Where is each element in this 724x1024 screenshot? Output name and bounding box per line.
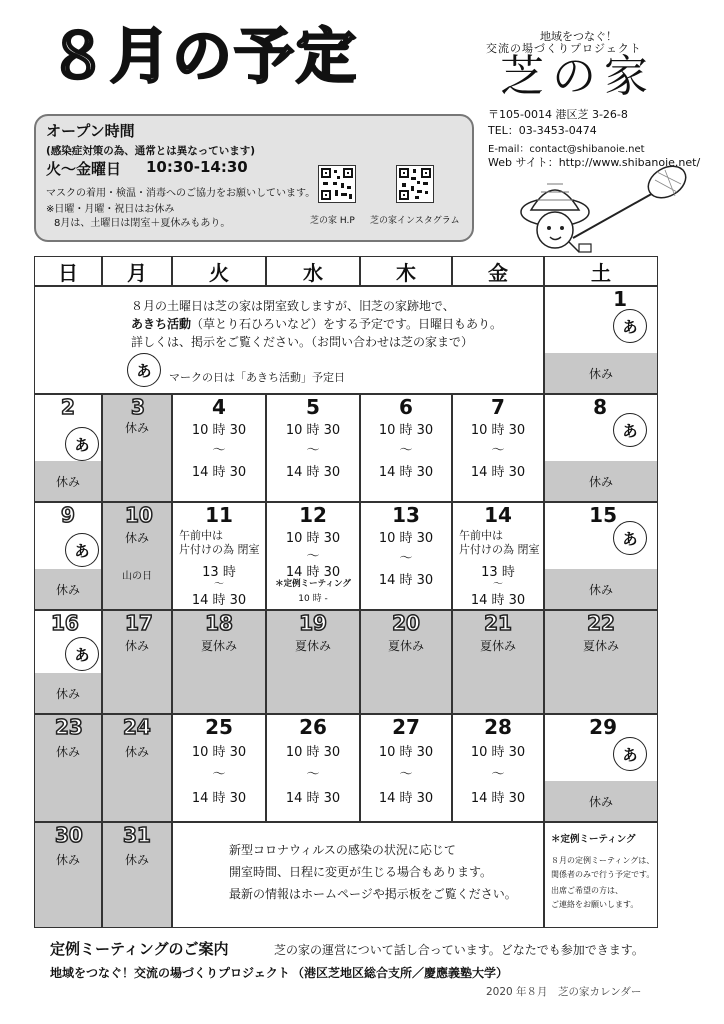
open-to: 14 時 30	[470, 593, 526, 608]
day-cell-23	[34, 714, 102, 822]
open-tilde: 〜	[306, 767, 320, 782]
day-cell-31	[102, 822, 172, 928]
day-cell-18	[172, 610, 266, 714]
meeting-info-line2: 関係者のみで行う予定です。	[551, 870, 655, 879]
notice-line3: 詳しくは、掲示をご覧ください。（お問い合わせは芝の家まで）	[131, 335, 474, 349]
open-to: 14 時 30	[378, 791, 434, 806]
open-from-13: 13 時	[202, 565, 236, 580]
day-cell-2	[34, 394, 102, 502]
weekday-header-sun: 日	[34, 256, 102, 286]
day-number-18: 18	[205, 611, 233, 635]
day-cell-11	[172, 502, 266, 610]
day-number-14: 14	[484, 503, 512, 527]
day-cell-3	[102, 394, 172, 502]
akichi-mark-icon: あ	[65, 637, 99, 671]
open-closed-days: ※日曜・月曜・祝日はお休み	[46, 204, 175, 215]
day-number-17: 17	[125, 611, 153, 635]
day-cell-7	[452, 394, 544, 502]
mark-legend: マークの日は「あきち活動」予定日	[169, 371, 345, 384]
qr-caption-instagram: 芝の家インスタグラム	[370, 216, 460, 226]
qr-code-homepage[interactable]	[318, 165, 356, 203]
org-tagline: 地域をつなぐ！	[540, 30, 617, 43]
rest-label: 休み	[35, 569, 101, 609]
rest-label: 休み	[35, 461, 101, 501]
akichi-mark-icon: あ	[613, 309, 647, 343]
day-cell-26	[266, 714, 360, 822]
covid-line1: 新型コロナウィルスの感染の状況に応じて	[229, 843, 456, 857]
day-number-15: 15	[589, 503, 617, 527]
day-cell-10	[102, 502, 172, 610]
open-august-note: 8月は、土曜日は閉室＋夏休みもあり。	[54, 218, 231, 229]
day-number-9: 9	[61, 503, 75, 527]
meeting-guide-title: 定例ミーティングのご案内	[50, 940, 229, 958]
open-from: 10 時 30	[191, 423, 247, 438]
day-cell-22	[544, 610, 658, 714]
morning-note: 午前中は	[179, 529, 223, 542]
day-number-21: 21	[484, 611, 512, 635]
open-from: 10 時 30	[470, 745, 526, 760]
org-tel: TEL：03-3453-0474	[488, 124, 597, 137]
day-cell-17	[102, 610, 172, 714]
open-tilde: 〜	[491, 443, 505, 458]
day-number-4: 4	[212, 395, 226, 419]
day-number-28: 28	[484, 715, 512, 739]
open-from: 10 時 30	[191, 745, 247, 760]
open-tilde: 〜	[399, 443, 413, 458]
page-title: ８月の予定	[48, 22, 358, 92]
open-from: 10 時 30	[470, 423, 526, 438]
day-cell-25	[172, 714, 266, 822]
day-number-8: 8	[593, 395, 607, 419]
day-number-16: 16	[51, 611, 79, 635]
project-partners: （港区芝地区総合支所／慶應義塾大学）	[292, 966, 509, 980]
day-cell-13	[360, 502, 452, 610]
calendar-grid	[34, 256, 658, 928]
open-tilde: 〜	[491, 767, 505, 782]
meeting-guide-text: 芝の家の運営について話し合っています。どなたでも参加できます。	[274, 943, 644, 957]
day-cell-16	[34, 610, 102, 714]
day-number-12: 12	[299, 503, 327, 527]
summer-break-label: 夏休み	[582, 639, 619, 653]
rest-label: 休み	[545, 461, 657, 501]
covid-line3: 最新の情報はホームページや掲示板をご覧ください。	[229, 887, 517, 901]
org-website[interactable]: Web サイト：http://www.shibanoie.net/	[488, 156, 701, 169]
day-number-7: 7	[491, 395, 505, 419]
day-cell-29	[544, 714, 658, 822]
holiday-label: 山の日	[122, 571, 152, 582]
open-from: 10 時 30	[285, 745, 341, 760]
open-days: 火〜金曜日	[46, 160, 122, 178]
day-number-3: 3	[131, 395, 145, 419]
open-tilde: 〜	[399, 551, 413, 566]
day-number-31: 31	[123, 823, 151, 847]
org-name: 芝の家	[500, 51, 656, 102]
project-name: 地域をつなぐ！交流の場づくりプロジェクト	[50, 966, 290, 980]
open-to: 14 時 30	[285, 565, 341, 580]
open-to: 14 時 30	[378, 465, 434, 480]
mascot-illustration	[505, 152, 705, 262]
open-from-13: 13 時	[481, 565, 515, 580]
open-to: 14 時 30	[191, 593, 247, 608]
day-cell-27	[360, 714, 452, 822]
open-tilde: 〜	[212, 443, 226, 458]
meeting-info-title: ＊定例ミーティング	[551, 834, 636, 845]
open-tilde: 〜	[306, 443, 320, 458]
org-address: 〒105-0014 港区芝 3-26-8	[488, 108, 628, 121]
day-cell-21	[452, 610, 544, 714]
meeting-info-cell	[544, 822, 658, 928]
rest-label: 休み	[545, 569, 657, 609]
open-from: 10 時 30	[378, 423, 434, 438]
akichi-mark-icon: あ	[65, 533, 99, 567]
weekday-header-fri: 金	[452, 256, 544, 286]
summer-break-label: 夏休み	[387, 639, 424, 653]
day-cell-14	[452, 502, 544, 610]
day-cell-5	[266, 394, 360, 502]
day-cell-1	[544, 286, 658, 394]
day-cell-24	[102, 714, 172, 822]
day-cell-30	[34, 822, 102, 928]
open-hours-title: オープン時間	[46, 122, 135, 140]
akichi-mark-icon: あ	[613, 521, 647, 555]
rest-label: 休み	[55, 853, 80, 867]
notice-line1: ８月の土曜日は芝の家は閉室致しますが、旧芝の家跡地で、	[131, 299, 455, 313]
day-number-25: 25	[205, 715, 233, 739]
org-tagline-project: 交流の場づくりプロジェクト	[486, 42, 642, 55]
summer-break-label: 夏休み	[479, 639, 516, 653]
day-number-2: 2	[61, 395, 75, 419]
org-email[interactable]: E-mail：contact@shibanoie.net	[488, 144, 645, 155]
weekday-header-wed: 水	[266, 256, 360, 286]
rest-label: 休み	[124, 853, 149, 867]
rest-label: 休み	[35, 673, 101, 713]
meeting-info-line3: 出席ご希望の方は、	[551, 886, 623, 895]
meeting-note: ＊定例ミーティング	[275, 579, 351, 589]
day-cell-8	[544, 394, 658, 502]
day-number-5: 5	[306, 395, 320, 419]
rest-label: 休み	[124, 421, 149, 435]
open-tilde: 〜	[493, 579, 503, 590]
open-from: 10 時 30	[285, 423, 341, 438]
open-tilde: 〜	[212, 767, 226, 782]
rest-label: 休み	[124, 639, 149, 653]
open-from: 10 時 30	[378, 745, 434, 760]
day-cell-20	[360, 610, 452, 714]
open-to: 14 時 30	[191, 465, 247, 480]
morning-closed-note: 片付けの為 閉室	[179, 543, 260, 556]
open-from: 10 時 30	[378, 531, 434, 546]
calendar-caption: 2020 年８月 芝の家カレンダー	[486, 986, 642, 998]
notice-line2: （草とり石ひろいなど）をする予定です。日曜日もあり。	[191, 317, 503, 331]
day-number-23: 23	[55, 715, 83, 739]
open-hours-note: (感染症対策の為、通常とは異なっています)	[46, 145, 256, 157]
qr-code-instagram[interactable]	[396, 165, 434, 203]
day-cell-4	[172, 394, 266, 502]
day-cell-28	[452, 714, 544, 822]
day-number-22: 22	[587, 611, 615, 635]
open-to: 14 時 30	[470, 465, 526, 480]
day-cell-19	[266, 610, 360, 714]
day-number-19: 19	[299, 611, 327, 635]
weekday-header-sat: 土	[544, 256, 658, 286]
weekday-header-mon: 月	[102, 256, 172, 286]
day-number-24: 24	[123, 715, 151, 739]
akichi-mark-icon: あ	[613, 737, 647, 771]
day-number-20: 20	[392, 611, 420, 635]
meeting-info-line4: ご連絡をお願いします。	[551, 900, 639, 909]
summer-break-label: 夏休み	[200, 639, 237, 653]
weekday-header-thu: 木	[360, 256, 452, 286]
day-cell-6	[360, 394, 452, 502]
notice-akichi: あきち活動	[131, 317, 192, 331]
open-from: 10 時 30	[285, 531, 341, 546]
day-cell-9	[34, 502, 102, 610]
open-to: 14 時 30	[285, 465, 341, 480]
open-tilde: 〜	[399, 767, 413, 782]
rest-label: 休み	[545, 781, 657, 821]
covid-line2: 開室時間、日程に変更が生じる場合もあります。	[229, 865, 493, 879]
day-number-26: 26	[299, 715, 327, 739]
day-number-29: 29	[589, 715, 617, 739]
day-number-6: 6	[399, 395, 413, 419]
rest-label: 休み	[545, 353, 657, 393]
morning-note: 午前中は	[459, 529, 503, 542]
day-number-11: 11	[205, 503, 233, 527]
morning-closed-note: 片付けの為 閉室	[459, 543, 540, 556]
open-time: 10:30-14:30	[146, 158, 248, 176]
rest-label: 休み	[55, 745, 80, 759]
open-tilde: 〜	[306, 549, 320, 564]
day-number-10: 10	[125, 503, 153, 527]
day-cell-12	[266, 502, 360, 610]
open-to: 14 時 30	[285, 791, 341, 806]
meeting-time: 10 時 -	[298, 594, 328, 604]
day-cell-15	[544, 502, 658, 610]
notice-cell	[34, 286, 544, 394]
day-number-27: 27	[392, 715, 420, 739]
day-number-13: 13	[392, 503, 420, 527]
akichi-mark-icon: あ	[613, 413, 647, 447]
akichi-mark-icon: あ	[65, 427, 99, 461]
meeting-info-line1: ８月の定例ミーティングは、	[551, 856, 655, 865]
summer-break-label: 夏休み	[294, 639, 331, 653]
akichi-mark-icon: あ	[127, 353, 161, 387]
open-to: 14 時 30	[470, 791, 526, 806]
open-tilde: 〜	[214, 579, 224, 590]
open-to: 14 時 30	[378, 573, 434, 588]
rest-label: 休み	[124, 745, 149, 759]
covid-notice-cell	[172, 822, 544, 928]
open-to: 14 時 30	[191, 791, 247, 806]
rest-label: 休み	[124, 531, 149, 545]
day-number-1: 1	[613, 287, 627, 311]
qr-caption-homepage: 芝の家 H.P	[310, 216, 355, 226]
open-mask-note: マスクの着用・検温・消毒へのご協力をお願いしています。	[46, 188, 316, 199]
weekday-header-tue: 火	[172, 256, 266, 286]
day-number-30: 30	[55, 823, 83, 847]
